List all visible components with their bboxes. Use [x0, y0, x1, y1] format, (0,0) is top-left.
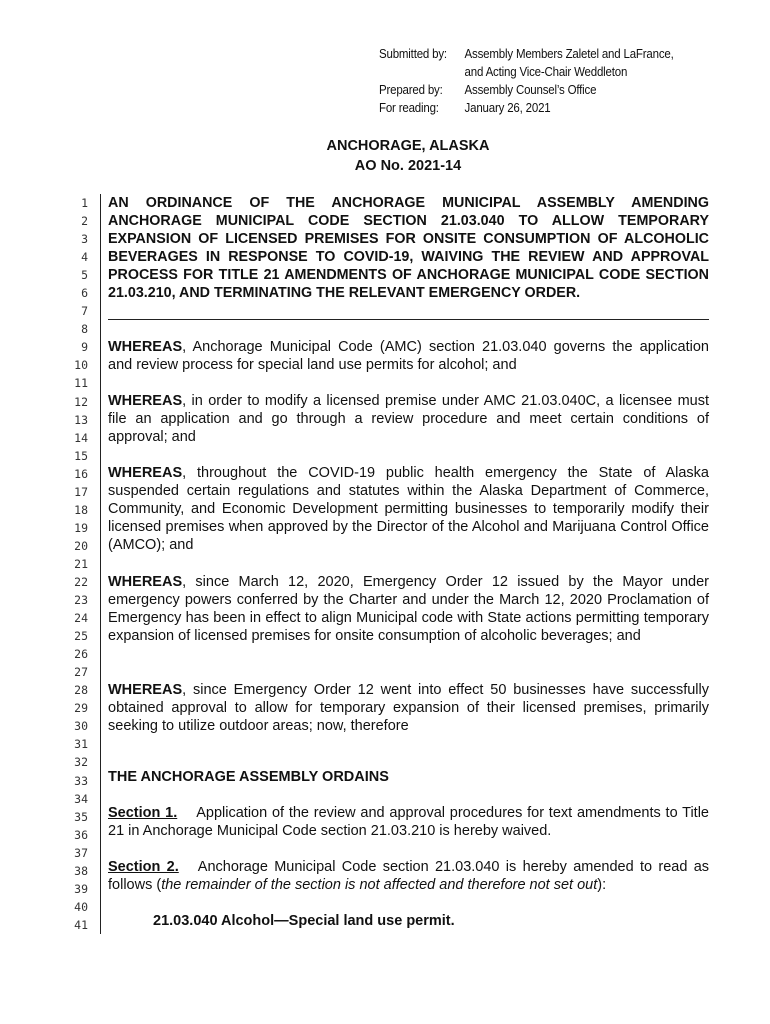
- document-place-title: ANCHORAGE, ALASKA: [326, 138, 490, 154]
- whereas-keyword: WHEREAS: [108, 393, 183, 409]
- ordains-heading: THE ANCHORAGE ASSEMBLY ORDAINS: [108, 769, 389, 785]
- line-number: 32: [74, 755, 88, 770]
- line-number: 14: [74, 430, 88, 445]
- line-number: 18: [74, 502, 88, 517]
- whereas-text: , in order to modify a licensed premise under AMC 21.03.040C, a licensee must file an application and go through a review procedure and meet certain conditions of approval; and: [108, 393, 709, 446]
- line-number: 8: [81, 322, 88, 337]
- whereas-text: , Anchorage Municipal Code (AMC) section 21.03.040 governs the application and review process for special land use permits for alcohol; and: [108, 339, 709, 374]
- section-1: [108, 804, 709, 840]
- for-reading-label: For reading:: [379, 101, 439, 115]
- line-number: 6: [81, 286, 88, 301]
- whereas-text: , since Emergency Order 12 went into effect 50 businesses have successfully obtained approval to allow for temporary expansion of their licensed premises, primarily seeking to utilize outdoor areas; now, therefore: [108, 682, 709, 735]
- for-reading-value: January 26, 2021: [464, 101, 551, 115]
- line-number: 22: [74, 574, 88, 589]
- line-number: 26: [74, 647, 88, 662]
- line-number: 29: [74, 701, 88, 716]
- line-number: 38: [74, 863, 88, 878]
- whereas-keyword: WHEREAS: [108, 339, 183, 355]
- line-number: 37: [74, 845, 88, 860]
- prepared-by-value: Assembly Counsel’s Office: [464, 83, 597, 97]
- section-2-end: ):: [597, 877, 607, 894]
- line-number: 36: [74, 827, 88, 842]
- section-2: [108, 858, 709, 894]
- line-number: 4: [81, 250, 88, 265]
- line-number: 17: [74, 484, 88, 499]
- line-number-rule: [100, 194, 101, 934]
- prepared-by-label: Prepared by:: [379, 83, 443, 97]
- line-number: 16: [74, 466, 88, 481]
- line-number: 13: [74, 412, 88, 427]
- submitted-by-label: Submitted by:: [379, 47, 447, 61]
- line-number: 10: [74, 358, 88, 373]
- line-number: 20: [74, 538, 88, 553]
- whereas-keyword: WHEREAS: [108, 574, 183, 590]
- line-number: 40: [74, 899, 88, 914]
- line-number: 41: [74, 917, 88, 932]
- section-2-italic: the remainder of the section is not affected and therefore not set out: [161, 877, 598, 894]
- ordinance-number: AO No. 2021-14: [354, 158, 462, 174]
- title-divider: [108, 319, 709, 320]
- line-number: 30: [74, 719, 88, 734]
- line-number: 28: [74, 683, 88, 698]
- line-number: 9: [81, 340, 88, 355]
- section-1-text: Application of the review and approval procedures for text amendments to Title 21 in Anchorage Municipal Code section 21.03.210 is hereby waived.: [108, 805, 709, 840]
- line-number: 15: [74, 448, 88, 463]
- line-numbers: [40, 194, 88, 934]
- line-number: 21: [74, 556, 88, 571]
- line-number: 23: [74, 593, 88, 608]
- line-number: 2: [81, 214, 88, 229]
- line-number: 33: [74, 773, 88, 788]
- line-number: 19: [74, 520, 88, 535]
- line-number: 24: [74, 611, 88, 626]
- line-number: 7: [81, 304, 88, 319]
- line-number: 27: [74, 665, 88, 680]
- code-section-heading: 21.03.040 Alcohol—Special land use permit.: [153, 913, 455, 929]
- whereas-keyword: WHEREAS: [108, 682, 183, 698]
- line-number: 31: [74, 737, 88, 752]
- whereas-keyword: WHEREAS: [108, 465, 183, 481]
- whereas-clause-3: [108, 464, 709, 554]
- whereas-text: , since March 12, 2020, Emergency Order 12 issued by the Mayor under emergency powers conferred by the Charter and under the March 12, 2020 Proclamation of Emergency has been in effect to align Municipal code with State actions permitting temporary expansion of licensed premises for onsite consumption of alcoholic beverages; and: [108, 574, 709, 645]
- whereas-clause-2: [108, 392, 709, 446]
- line-number: 11: [74, 376, 88, 391]
- line-number: 5: [81, 268, 88, 283]
- line-number: 34: [74, 791, 88, 806]
- line-number: 3: [81, 232, 88, 247]
- whereas-clause-5: [108, 681, 709, 735]
- line-number: 35: [74, 809, 88, 824]
- section-2-text: Anchorage Municipal Code section 21.03.040 is hereby amended to read as follows (: [108, 859, 710, 894]
- line-number: 25: [74, 629, 88, 644]
- submission-header: [379, 45, 674, 117]
- ordinance-title: AN ORDINANCE OF THE ANCHORAGE MUNICIPAL ASSEMBLY AMENDING ANCHORAGE MUNICIPAL CODE SECTION 21.03.040 TO ALLOW TEMPORARY EXPANSION OF LICENSED PREMISES FOR ONSITE CONSUMPTION OF ALCOHOLIC BEVERAGES IN RESPONSE TO COVID-19, WAIVING THE REVIEW AND APPROVAL PROCESS FOR TITLE 21 AMENDMENTS OF ANCHORAGE MUNICIPAL CODE SECTION 21.03.210, AND TERMINATING THE RELEVANT EMERGENCY ORDER.: [108, 195, 709, 302]
- line-number: 1: [81, 196, 88, 210]
- line-number: 12: [74, 394, 88, 409]
- section-2-label: Section 2.: [108, 859, 179, 875]
- line-number: 39: [74, 881, 88, 896]
- whereas-clause-4: [108, 573, 709, 645]
- whereas-text: , throughout the COVID-19 public health emergency the State of Alaska suspended certain regulations and statutes within the Alaska Department of Commerce, Community, and Economic Development permitting businesses to temporarily modify their licensed premises when approved by the Director of the Alcohol and Marijuana Control Office (AMCO); and: [108, 465, 709, 554]
- submitted-by-value-cont: and Acting Vice-Chair Weddleton: [464, 65, 628, 79]
- whereas-clause-1: [108, 338, 709, 374]
- section-1-label: Section 1.: [108, 805, 178, 821]
- submitted-by-value: Assembly Members Zaletel and LaFrance,: [464, 47, 674, 61]
